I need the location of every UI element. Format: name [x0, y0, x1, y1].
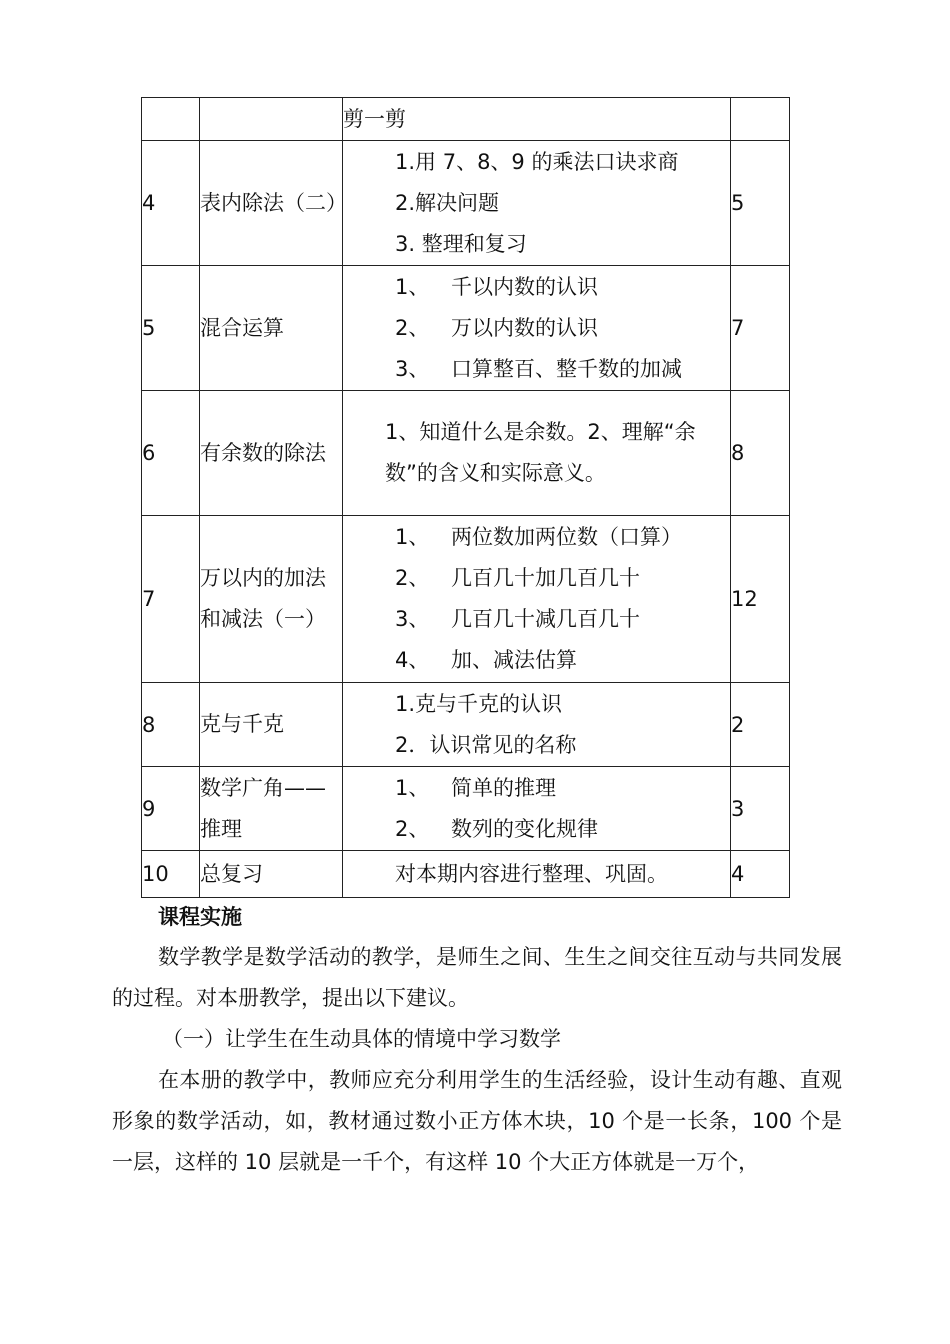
class-hours: 8: [731, 391, 790, 516]
unit-title: 数学广角——推理: [200, 767, 343, 851]
unit-title: 有余数的除法: [200, 391, 343, 516]
item-index: 1、: [395, 525, 430, 549]
curriculum-table: [141, 97, 790, 898]
subsection-heading: （一）让学生在生动具体的情境中学习数学: [162, 1027, 561, 1051]
content-text: 1、知道什么是余数。2、理解“余数”的含义和实际意义。: [385, 420, 696, 485]
content-line: [395, 599, 730, 640]
content-line: [395, 308, 730, 349]
table-row: [142, 683, 790, 767]
row-content: [343, 516, 731, 683]
unit-title: 总复习: [200, 851, 343, 898]
class-hours: 7: [731, 266, 790, 391]
content-line: [395, 640, 730, 681]
unit-title: [200, 98, 343, 141]
item-text: 几百几十加几百几十: [451, 566, 640, 590]
row-content: [343, 98, 731, 141]
table-row: [142, 767, 790, 851]
item-text: 数列的变化规律: [451, 816, 598, 841]
item-index: 1、: [395, 775, 430, 800]
class-hours: [731, 98, 790, 141]
class-hours: 5: [731, 141, 790, 266]
item-text: 两位数加两位数（口算）: [451, 525, 682, 549]
item-index: 4、: [395, 648, 430, 672]
item-text: 千以内数的认识: [451, 274, 598, 299]
row-content: [343, 391, 731, 516]
unit-title: 表内除法（二）: [200, 141, 343, 266]
content-line: 剪一剪: [343, 106, 406, 131]
content-line: [395, 349, 730, 390]
item-text: 简单的推理: [451, 775, 556, 800]
row-number: 8: [142, 683, 200, 767]
content-line: [395, 517, 730, 558]
table-row: [142, 391, 790, 516]
row-content: [343, 141, 731, 266]
row-number: 9: [142, 767, 200, 851]
class-hours: 12: [731, 516, 790, 683]
content-line: 2.解决问题: [395, 190, 500, 215]
item-text: 几百几十减几百几十: [451, 607, 640, 631]
content-line: 1.克与千克的认识: [395, 691, 563, 716]
unit-title: 万以内的加法和减法（一）: [200, 516, 343, 683]
content-line: 1.用 7、8、9 的乘法口诀求商: [395, 149, 679, 174]
item-text: 万以内数的认识: [451, 315, 598, 340]
row-content: [343, 851, 731, 898]
section-heading: 课程实施: [158, 905, 242, 929]
item-index: 2、: [395, 566, 430, 590]
table-row: [142, 98, 790, 141]
row-number: 6: [142, 391, 200, 516]
row-content: [343, 266, 731, 391]
row-number: 7: [142, 516, 200, 683]
item-index: 2、: [395, 816, 430, 841]
content-line: 对本期内容进行整理、巩固。: [395, 861, 668, 886]
content-line: [395, 558, 730, 599]
content-line: 3. 整理和复习: [395, 231, 527, 256]
item-index: 3、: [395, 607, 430, 631]
unit-title: 克与千克: [200, 683, 343, 767]
row-number: [142, 98, 200, 141]
body-paragraph: 在本册的教学中，教师应充分利用学生的生活经验，设计生动有趣、直观形象的数学活动，如，教材通过数小正方体木块，10 个是一长条，100 个是一层，这样的 10 层就是一千个，有这样 10 个大正方体就是一万个，: [112, 1068, 842, 1174]
row-content: [343, 683, 731, 767]
item-text: 加、减法估算: [451, 648, 577, 672]
class-hours: 4: [731, 851, 790, 898]
item-text: 口算整百、整千数的加减: [451, 356, 682, 381]
row-number: 4: [142, 141, 200, 266]
content-line: [395, 267, 730, 308]
row-number: 10: [142, 851, 200, 898]
item-index: 2、: [395, 315, 430, 340]
content-line: [395, 809, 730, 850]
table-row: [142, 516, 790, 683]
body-paragraph: 数学教学是数学活动的教学，是师生之间、生生之间交往互动与共同发展的过程。对本册教学，提出以下建议。: [112, 945, 842, 1010]
unit-title: 混合运算: [200, 266, 343, 391]
row-number: 5: [142, 266, 200, 391]
table-row: [142, 851, 790, 898]
class-hours: 2: [731, 683, 790, 767]
content-line: [395, 768, 730, 809]
class-hours: 3: [731, 767, 790, 851]
item-index: 3、: [395, 356, 430, 381]
content-line: 2．认识常见的名称: [395, 732, 577, 757]
table-row: [142, 141, 790, 266]
table-row: [142, 266, 790, 391]
row-content: [343, 767, 731, 851]
item-index: 1、: [395, 274, 430, 299]
